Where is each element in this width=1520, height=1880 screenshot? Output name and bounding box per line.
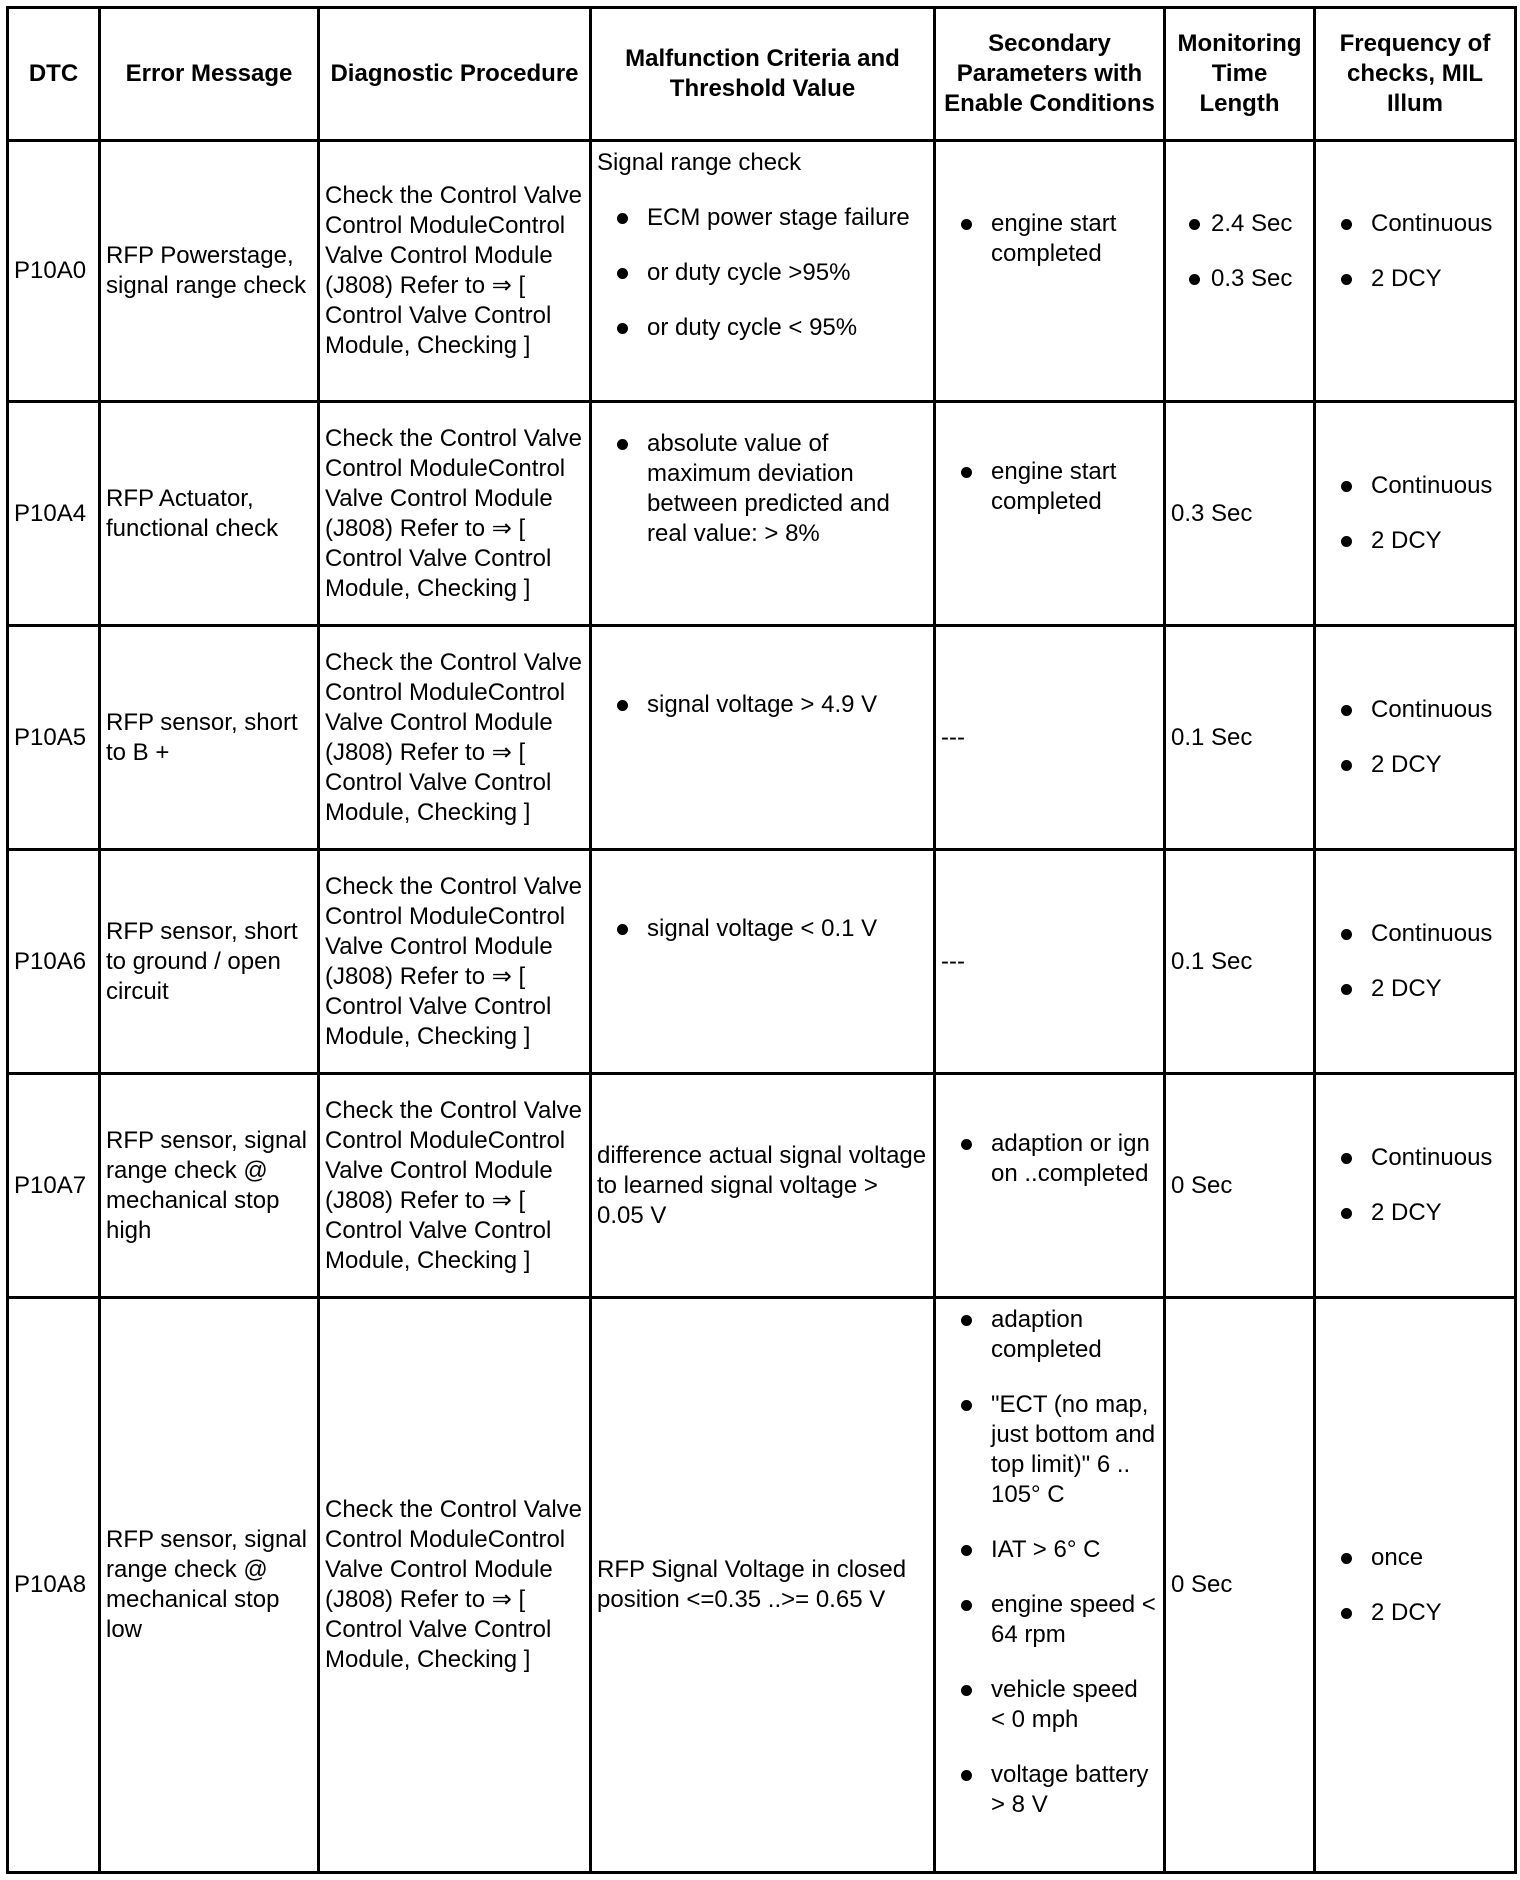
table-row — [8, 141, 1516, 402]
diagnostic-procedure: Check the Control Valve Control ModuleControl Valve Control Module (J808) Refer to ⇒ [ Control Valve Control Module, Checking ] — [319, 1298, 591, 1873]
frequency-list — [1321, 1143, 1509, 1228]
secondary-list — [941, 1305, 1158, 1820]
frequency — [1315, 141, 1516, 402]
list-item: engine start completed — [941, 457, 1158, 517]
secondary-list — [941, 209, 1158, 269]
criteria-list — [597, 914, 928, 944]
list-item: or duty cycle >95% — [597, 258, 928, 288]
list-item: voltage battery > 8 V — [941, 1760, 1158, 1820]
header-dtc: DTC — [8, 8, 100, 141]
malfunction-criteria — [591, 141, 935, 402]
list-item: absolute value of maximum deviation between predicted and real value: > 8% — [597, 429, 928, 549]
list-item: engine start completed — [941, 209, 1158, 269]
table-row — [8, 1074, 1516, 1298]
error-message: RFP sensor, signal range check @ mechanical stop high — [100, 1074, 319, 1298]
dtc-code: P10A5 — [8, 626, 100, 850]
secondary-list — [941, 457, 1158, 517]
header-error-message: Error Message — [100, 8, 319, 141]
diagnostic-procedure: Check the Control Valve Control ModuleControl Valve Control Module (J808) Refer to ⇒ [ Control Valve Control Module, Checking ] — [319, 141, 591, 402]
frequency — [1315, 402, 1516, 626]
table-row — [8, 402, 1516, 626]
header-monitoring-time: Monitoring Time Length — [1165, 8, 1315, 141]
list-item: 2 DCY — [1321, 1598, 1509, 1628]
table-row — [8, 1298, 1516, 1873]
error-message: RFP Powerstage, signal range check — [100, 141, 319, 402]
malfunction-criteria — [591, 402, 935, 626]
malfunction-criteria — [591, 850, 935, 1074]
monitoring-time: 0.3 Sec — [1165, 402, 1315, 626]
dtc-code: P10A0 — [8, 141, 100, 402]
monitoring-time — [1165, 141, 1315, 402]
dtc-code: P10A8 — [8, 1298, 100, 1873]
list-item: signal voltage > 4.9 V — [597, 690, 928, 720]
list-item: Continuous — [1321, 1143, 1509, 1173]
list-item: adaption completed — [941, 1305, 1158, 1365]
error-message: RFP sensor, short to B + — [100, 626, 319, 850]
frequency — [1315, 850, 1516, 1074]
monitoring-time: 0.1 Sec — [1165, 626, 1315, 850]
malfunction-criteria: RFP Signal Voltage in closed position <=0.35 ..>= 0.65 V — [591, 1298, 935, 1873]
error-message: RFP Actuator, functional check — [100, 402, 319, 626]
frequency-list — [1321, 695, 1509, 780]
list-item: Continuous — [1321, 919, 1509, 949]
frequency — [1315, 1298, 1516, 1873]
header-row — [8, 8, 1516, 141]
frequency-list — [1321, 209, 1509, 294]
list-item: adaption or ign on ..completed — [941, 1129, 1158, 1189]
secondary-list — [941, 1129, 1158, 1189]
list-item: "ECT (no map, just bottom and top limit)" 6 .. 105° C — [941, 1390, 1158, 1510]
diagnostic-procedure: Check the Control Valve Control ModuleControl Valve Control Module (J808) Refer to ⇒ [ Control Valve Control Module, Checking ] — [319, 1074, 591, 1298]
list-item: or duty cycle < 95% — [597, 313, 928, 343]
header-diagnostic-procedure: Diagnostic Procedure — [319, 8, 591, 141]
secondary-parameters — [935, 1298, 1165, 1873]
header-frequency: Frequency of checks, MIL Illum — [1315, 8, 1516, 141]
frequency-list — [1321, 919, 1509, 1004]
list-item: 2 DCY — [1321, 526, 1509, 556]
monitoring-time: 0.1 Sec — [1165, 850, 1315, 1074]
list-item: 0.3 Sec — [1171, 264, 1308, 294]
monitoring-list — [1171, 209, 1308, 294]
diagnostic-procedure: Check the Control Valve Control ModuleControl Valve Control Module (J808) Refer to ⇒ [ Control Valve Control Module, Checking ] — [319, 626, 591, 850]
table-row — [8, 626, 1516, 850]
dtc-code: P10A4 — [8, 402, 100, 626]
secondary-parameters: --- — [935, 626, 1165, 850]
frequency-list — [1321, 1543, 1509, 1628]
malfunction-criteria — [591, 626, 935, 850]
frequency — [1315, 1074, 1516, 1298]
dtc-code: P10A7 — [8, 1074, 100, 1298]
error-message: RFP sensor, signal range check @ mechanical stop low — [100, 1298, 319, 1873]
list-item: 2 DCY — [1321, 974, 1509, 1004]
diagnostic-procedure: Check the Control Valve Control ModuleControl Valve Control Module (J808) Refer to ⇒ [ Control Valve Control Module, Checking ] — [319, 402, 591, 626]
malfunction-criteria: difference actual signal voltage to learned signal voltage > 0.05 V — [591, 1074, 935, 1298]
list-item: once — [1321, 1543, 1509, 1573]
secondary-parameters — [935, 141, 1165, 402]
list-item: IAT > 6° C — [941, 1535, 1158, 1565]
list-item: Continuous — [1321, 471, 1509, 501]
secondary-parameters — [935, 1074, 1165, 1298]
table-row — [8, 850, 1516, 1074]
header-secondary-parameters: Secondary Parameters with Enable Conditions — [935, 8, 1165, 141]
list-item: Continuous — [1321, 695, 1509, 725]
frequency — [1315, 626, 1516, 850]
dtc-code: P10A6 — [8, 850, 100, 1074]
list-item: 2 DCY — [1321, 264, 1509, 294]
list-item: ECM power stage failure — [597, 203, 928, 233]
error-message: RFP sensor, short to ground / open circuit — [100, 850, 319, 1074]
monitoring-time: 0 Sec — [1165, 1074, 1315, 1298]
monitoring-time: 0 Sec — [1165, 1298, 1315, 1873]
header-malfunction-criteria: Malfunction Criteria and Threshold Value — [591, 8, 935, 141]
list-item: 2 DCY — [1321, 1198, 1509, 1228]
diagnostic-procedure: Check the Control Valve Control ModuleControl Valve Control Module (J808) Refer to ⇒ [ Control Valve Control Module, Checking ] — [319, 850, 591, 1074]
list-item: 2 DCY — [1321, 750, 1509, 780]
list-item: engine speed < 64 rpm — [941, 1590, 1158, 1650]
criteria-list — [597, 203, 928, 343]
criteria-list — [597, 690, 928, 720]
frequency-list — [1321, 471, 1509, 556]
list-item: Continuous — [1321, 209, 1509, 239]
list-item: vehicle speed < 0 mph — [941, 1675, 1158, 1735]
list-item: signal voltage < 0.1 V — [597, 914, 928, 944]
secondary-parameters — [935, 402, 1165, 626]
criteria-text: Signal range check — [597, 149, 802, 176]
list-item: 2.4 Sec — [1171, 209, 1308, 239]
secondary-parameters: --- — [935, 850, 1165, 1074]
criteria-list — [597, 429, 928, 549]
dtc-table — [6, 6, 1517, 1874]
